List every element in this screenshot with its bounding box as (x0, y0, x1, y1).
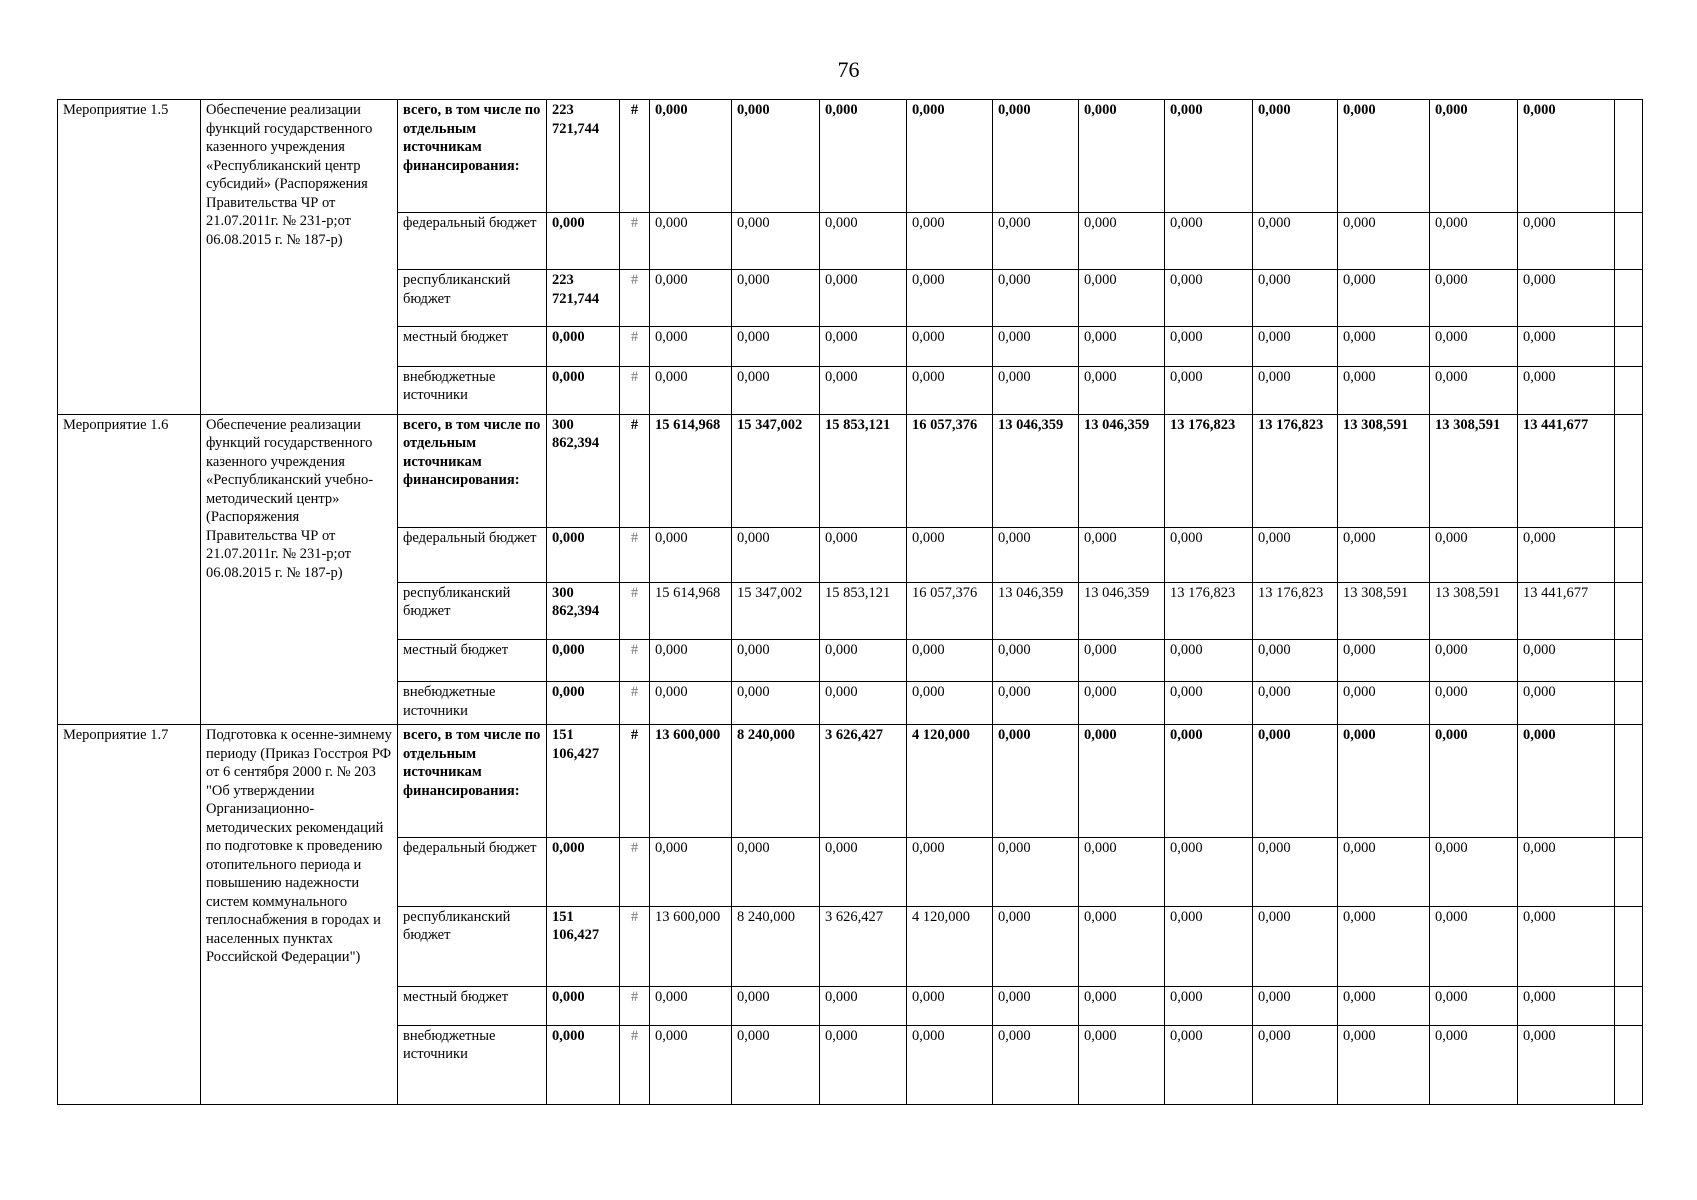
empty-cell (1615, 640, 1643, 682)
budget-table-body (58, 100, 1643, 1105)
total-cell: 151 106,427 (547, 906, 620, 986)
year-value-cell: 0,000 (1518, 366, 1615, 414)
year-value-cell: 0,000 (1165, 1025, 1253, 1104)
year-value-cell: 0,000 (1518, 838, 1615, 906)
year-value-cell: 0,000 (1079, 213, 1165, 270)
year-value-cell: 0,000 (993, 327, 1079, 366)
empty-cell (1615, 527, 1643, 582)
total-cell: 0,000 (547, 527, 620, 582)
year-value-cell: 0,000 (907, 270, 993, 327)
year-value-cell: 0,000 (820, 327, 907, 366)
year-value-cell: 0,000 (1518, 100, 1615, 213)
hash-mark: # (620, 986, 650, 1025)
funding-source-label: внебюджетные источники (398, 682, 547, 725)
total-cell: 223 721,744 (547, 100, 620, 213)
empty-cell (1615, 100, 1643, 213)
year-value-cell: 0,000 (1430, 906, 1518, 986)
hash-mark: # (620, 682, 650, 725)
hash-mark: # (620, 906, 650, 986)
year-value-cell: 0,000 (993, 682, 1079, 725)
year-value-cell: 0,000 (1338, 327, 1430, 366)
year-value-cell: 0,000 (1253, 1025, 1338, 1104)
hash-mark: # (620, 838, 650, 906)
year-value-cell: 0,000 (993, 906, 1079, 986)
year-value-cell: 3 626,427 (820, 906, 907, 986)
year-value-cell: 0,000 (650, 986, 732, 1025)
year-value-cell: 13 308,591 (1430, 582, 1518, 639)
year-value-cell: 0,000 (1430, 527, 1518, 582)
year-value-cell: 0,000 (732, 527, 820, 582)
year-value-cell: 0,000 (1338, 725, 1430, 838)
year-value-cell: 0,000 (1253, 838, 1338, 906)
year-value-cell: 0,000 (820, 527, 907, 582)
hash-mark: # (620, 100, 650, 213)
total-cell: 0,000 (547, 838, 620, 906)
year-value-cell: 13 308,591 (1338, 582, 1430, 639)
year-value-cell: 0,000 (1079, 366, 1165, 414)
total-cell: 300 862,394 (547, 582, 620, 639)
funding-source-label: республиканский бюджет (398, 270, 547, 327)
year-value-cell: 4 120,000 (907, 725, 993, 838)
year-value-cell: 0,000 (1430, 100, 1518, 213)
empty-cell (1615, 1025, 1643, 1104)
year-value-cell: 0,000 (1430, 366, 1518, 414)
year-value-cell: 0,000 (732, 100, 820, 213)
event-description: Подготовка к осенне-зимнему периоду (Приказ Госстроя РФ от 6 сентября 2000 г. № 203 "Об утверждении Организационно-методических рекомендаций по подготовке к проведению отопительного периода и повышению надежности систем коммунального теплоснабжения в городах и населенных пунктах Российской Федерации") (201, 725, 398, 1105)
year-value-cell: 0,000 (1338, 986, 1430, 1025)
event-description: Обеспечение реализации функций государственного казенного учреждения «Республиканский учебно-методический центр» (Распоряжения Правительства ЧР от 21.07.2011г. № 231-р;от 06.08.2015 г. № 187-р) (201, 414, 398, 725)
year-value-cell: 0,000 (1079, 725, 1165, 838)
hash-mark: # (620, 582, 650, 639)
year-value-cell: 16 057,376 (907, 414, 993, 527)
year-value-cell: 3 626,427 (820, 725, 907, 838)
event-cell: Мероприятие 1.6 (58, 414, 201, 725)
table-row (58, 414, 1643, 527)
page-number: 76 (837, 57, 860, 82)
year-value-cell: 0,000 (1165, 725, 1253, 838)
funding-source-label: всего, в том числе по отдельным источникам финансирования: (398, 725, 547, 838)
year-value-cell: 0,000 (1165, 366, 1253, 414)
year-value-cell: 0,000 (732, 366, 820, 414)
year-value-cell: 0,000 (1253, 682, 1338, 725)
year-value-cell: 0,000 (993, 270, 1079, 327)
event-description: Обеспечение реализации функций государственного казенного учреждения «Республиканский центр субсидий» (Распоряжения Правительства ЧР от 21.07.2011г. № 231-р;от 06.08.2015 г. № 187-р) (201, 100, 398, 415)
year-value-cell: 0,000 (1165, 906, 1253, 986)
year-value-cell: 15 347,002 (732, 582, 820, 639)
funding-source-label: всего, в том числе по отдельным источникам финансирования: (398, 100, 547, 213)
year-value-cell: 0,000 (907, 527, 993, 582)
year-value-cell: 13 176,823 (1165, 582, 1253, 639)
year-value-cell: 16 057,376 (907, 582, 993, 639)
funding-source-label: федеральный бюджет (398, 527, 547, 582)
year-value-cell: 0,000 (732, 327, 820, 366)
year-value-cell: 0,000 (1079, 838, 1165, 906)
year-value-cell: 13 046,359 (1079, 582, 1165, 639)
funding-source-label: местный бюджет (398, 986, 547, 1025)
year-value-cell: 0,000 (907, 1025, 993, 1104)
year-value-cell: 0,000 (993, 725, 1079, 838)
year-value-cell: 0,000 (650, 527, 732, 582)
year-value-cell: 0,000 (993, 1025, 1079, 1104)
year-value-cell: 0,000 (1338, 100, 1430, 213)
year-value-cell: 0,000 (1253, 906, 1338, 986)
funding-source-label: всего, в том числе по отдельным источникам финансирования: (398, 414, 547, 527)
year-value-cell: 0,000 (907, 100, 993, 213)
funding-source-label: внебюджетные источники (398, 1025, 547, 1104)
year-value-cell: 0,000 (907, 213, 993, 270)
funding-source-label: местный бюджет (398, 327, 547, 366)
empty-cell (1615, 906, 1643, 986)
year-value-cell: 13 308,591 (1430, 414, 1518, 527)
year-value-cell: 0,000 (1165, 100, 1253, 213)
year-value-cell: 15 614,968 (650, 582, 732, 639)
funding-source-label: местный бюджет (398, 640, 547, 682)
year-value-cell: 0,000 (820, 838, 907, 906)
year-value-cell: 0,000 (1253, 366, 1338, 414)
empty-cell (1615, 582, 1643, 639)
year-value-cell: 0,000 (1430, 682, 1518, 725)
funding-source-label: республиканский бюджет (398, 906, 547, 986)
hash-mark: # (620, 1025, 650, 1104)
year-value-cell: 0,000 (907, 838, 993, 906)
year-value-cell: 0,000 (732, 213, 820, 270)
year-value-cell: 0,000 (1430, 640, 1518, 682)
empty-cell (1615, 838, 1643, 906)
funding-source-label: федеральный бюджет (398, 838, 547, 906)
year-value-cell: 0,000 (1518, 682, 1615, 725)
event-cell: Мероприятие 1.5 (58, 100, 201, 415)
year-value-cell: 0,000 (1338, 213, 1430, 270)
hash-mark: # (620, 270, 650, 327)
year-value-cell: 15 614,968 (650, 414, 732, 527)
year-value-cell: 0,000 (1079, 527, 1165, 582)
total-cell: 0,000 (547, 1025, 620, 1104)
year-value-cell: 0,000 (732, 986, 820, 1025)
year-value-cell: 0,000 (1518, 270, 1615, 327)
event-cell: Мероприятие 1.7 (58, 725, 201, 1105)
year-value-cell: 0,000 (907, 640, 993, 682)
year-value-cell: 0,000 (993, 366, 1079, 414)
total-cell: 0,000 (547, 682, 620, 725)
year-value-cell: 0,000 (1430, 1025, 1518, 1104)
year-value-cell: 0,000 (650, 366, 732, 414)
year-value-cell: 0,000 (820, 1025, 907, 1104)
year-value-cell: 0,000 (1518, 213, 1615, 270)
empty-cell (1615, 327, 1643, 366)
year-value-cell: 0,000 (993, 527, 1079, 582)
year-value-cell: 0,000 (1430, 725, 1518, 838)
year-value-cell: 0,000 (1253, 725, 1338, 838)
year-value-cell: 0,000 (907, 986, 993, 1025)
total-cell: 0,000 (547, 213, 620, 270)
year-value-cell: 0,000 (1253, 100, 1338, 213)
year-value-cell: 0,000 (1165, 270, 1253, 327)
hash-mark: # (620, 640, 650, 682)
funding-source-label: республиканский бюджет (398, 582, 547, 639)
year-value-cell: 0,000 (1165, 986, 1253, 1025)
year-value-cell: 8 240,000 (732, 725, 820, 838)
year-value-cell: 0,000 (1079, 640, 1165, 682)
year-value-cell: 0,000 (1338, 640, 1430, 682)
year-value-cell: 0,000 (820, 640, 907, 682)
year-value-cell: 13 176,823 (1253, 414, 1338, 527)
year-value-cell: 15 853,121 (820, 414, 907, 527)
year-value-cell: 0,000 (1430, 327, 1518, 366)
year-value-cell: 0,000 (1518, 986, 1615, 1025)
empty-cell (1615, 986, 1643, 1025)
year-value-cell: 0,000 (820, 270, 907, 327)
total-cell: 151 106,427 (547, 725, 620, 838)
year-value-cell: 15 853,121 (820, 582, 907, 639)
year-value-cell: 0,000 (732, 1025, 820, 1104)
year-value-cell: 0,000 (1253, 986, 1338, 1025)
year-value-cell: 0,000 (650, 640, 732, 682)
year-value-cell: 0,000 (650, 270, 732, 327)
year-value-cell: 0,000 (820, 366, 907, 414)
year-value-cell: 13 600,000 (650, 725, 732, 838)
year-value-cell: 0,000 (1338, 366, 1430, 414)
year-value-cell: 0,000 (1338, 1025, 1430, 1104)
year-value-cell: 0,000 (1079, 270, 1165, 327)
year-value-cell: 0,000 (820, 100, 907, 213)
total-cell: 0,000 (547, 327, 620, 366)
year-value-cell: 0,000 (1338, 270, 1430, 327)
year-value-cell: 0,000 (1165, 327, 1253, 366)
year-value-cell: 0,000 (1165, 838, 1253, 906)
year-value-cell: 0,000 (650, 682, 732, 725)
year-value-cell: 0,000 (1518, 1025, 1615, 1104)
empty-cell (1615, 366, 1643, 414)
year-value-cell: 0,000 (1079, 100, 1165, 213)
year-value-cell: 0,000 (1338, 682, 1430, 725)
year-value-cell: 0,000 (732, 682, 820, 725)
year-value-cell: 0,000 (1518, 327, 1615, 366)
year-value-cell: 0,000 (732, 270, 820, 327)
year-value-cell: 0,000 (1518, 640, 1615, 682)
year-value-cell: 13 176,823 (1165, 414, 1253, 527)
hash-mark: # (620, 213, 650, 270)
year-value-cell: 13 600,000 (650, 906, 732, 986)
year-value-cell: 0,000 (1338, 527, 1430, 582)
year-value-cell: 0,000 (732, 838, 820, 906)
year-value-cell: 0,000 (1079, 682, 1165, 725)
funding-source-label: внебюджетные источники (398, 366, 547, 414)
year-value-cell: 0,000 (1430, 986, 1518, 1025)
year-value-cell: 8 240,000 (732, 906, 820, 986)
year-value-cell: 0,000 (650, 213, 732, 270)
year-value-cell: 4 120,000 (907, 906, 993, 986)
hash-mark: # (620, 527, 650, 582)
year-value-cell: 0,000 (650, 327, 732, 366)
year-value-cell: 0,000 (907, 327, 993, 366)
year-value-cell: 0,000 (1430, 213, 1518, 270)
empty-cell (1615, 270, 1643, 327)
year-value-cell: 0,000 (1518, 527, 1615, 582)
empty-cell (1615, 213, 1643, 270)
year-value-cell: 0,000 (907, 682, 993, 725)
year-value-cell: 13 046,359 (993, 582, 1079, 639)
year-value-cell: 0,000 (650, 838, 732, 906)
year-value-cell: 0,000 (1253, 527, 1338, 582)
year-value-cell: 0,000 (1079, 327, 1165, 366)
year-value-cell: 0,000 (820, 213, 907, 270)
year-value-cell: 0,000 (1253, 213, 1338, 270)
year-value-cell: 13 176,823 (1253, 582, 1338, 639)
year-value-cell: 13 308,591 (1338, 414, 1430, 527)
year-value-cell: 13 046,359 (1079, 414, 1165, 527)
year-value-cell: 0,000 (993, 986, 1079, 1025)
year-value-cell: 0,000 (1165, 527, 1253, 582)
empty-cell (1615, 725, 1643, 838)
year-value-cell: 0,000 (820, 986, 907, 1025)
year-value-cell: 0,000 (1430, 270, 1518, 327)
hash-mark: # (620, 414, 650, 527)
year-value-cell: 0,000 (1338, 838, 1430, 906)
total-cell: 0,000 (547, 986, 620, 1025)
year-value-cell: 0,000 (993, 213, 1079, 270)
year-value-cell: 13 441,677 (1518, 414, 1615, 527)
year-value-cell: 0,000 (650, 1025, 732, 1104)
hash-mark: # (620, 327, 650, 366)
year-value-cell: 0,000 (1430, 838, 1518, 906)
year-value-cell: 0,000 (1165, 682, 1253, 725)
year-value-cell: 0,000 (1253, 327, 1338, 366)
funding-source-label: федеральный бюджет (398, 213, 547, 270)
total-cell: 300 862,394 (547, 414, 620, 527)
year-value-cell: 0,000 (1165, 640, 1253, 682)
total-cell: 0,000 (547, 640, 620, 682)
year-value-cell: 0,000 (1165, 213, 1253, 270)
year-value-cell: 0,000 (993, 100, 1079, 213)
budget-table (57, 99, 1643, 1105)
year-value-cell: 13 441,677 (1518, 582, 1615, 639)
year-value-cell: 0,000 (1338, 906, 1430, 986)
table-row (58, 100, 1643, 213)
year-value-cell: 0,000 (732, 640, 820, 682)
year-value-cell: 0,000 (1518, 906, 1615, 986)
year-value-cell: 0,000 (993, 838, 1079, 906)
hash-mark: # (620, 366, 650, 414)
year-value-cell: 0,000 (1079, 986, 1165, 1025)
year-value-cell: 15 347,002 (732, 414, 820, 527)
total-cell: 223 721,744 (547, 270, 620, 327)
year-value-cell: 0,000 (1518, 725, 1615, 838)
year-value-cell: 0,000 (1253, 270, 1338, 327)
hash-mark: # (620, 725, 650, 838)
empty-cell (1615, 414, 1643, 527)
year-value-cell: 0,000 (1079, 1025, 1165, 1104)
empty-cell (1615, 682, 1643, 725)
table-row (58, 725, 1643, 838)
year-value-cell: 0,000 (820, 682, 907, 725)
total-cell: 0,000 (547, 366, 620, 414)
year-value-cell: 0,000 (1079, 906, 1165, 986)
year-value-cell: 0,000 (907, 366, 993, 414)
year-value-cell: 0,000 (1253, 640, 1338, 682)
year-value-cell: 0,000 (650, 100, 732, 213)
year-value-cell: 13 046,359 (993, 414, 1079, 527)
year-value-cell: 0,000 (993, 640, 1079, 682)
